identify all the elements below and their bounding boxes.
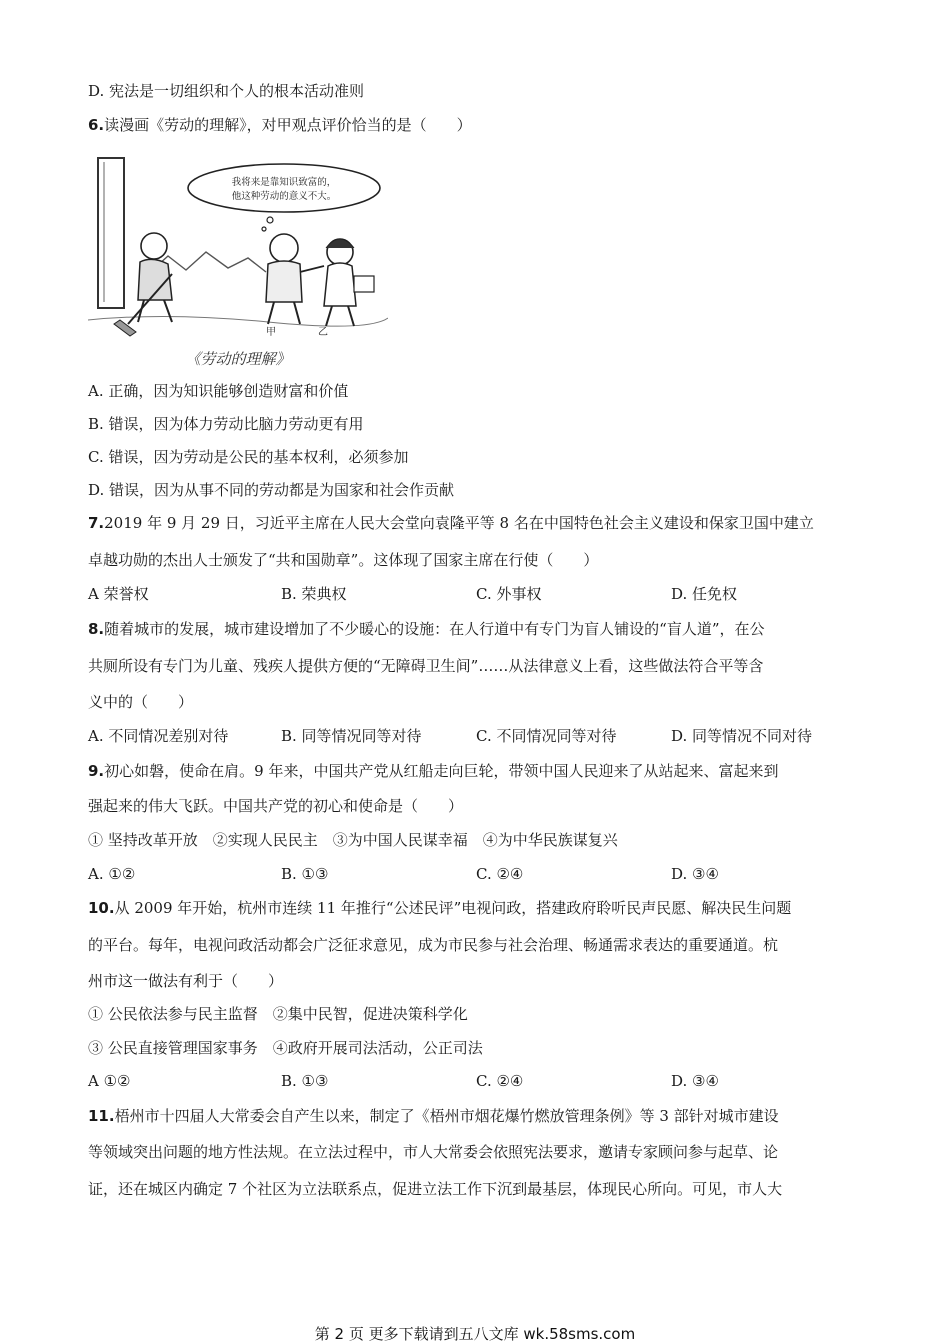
q7-option-b: B. 荣典权 bbox=[281, 585, 347, 603]
q6-option-c: C. 错误，因为劳动是公民的基本权利，必须参加 bbox=[88, 448, 409, 466]
q5-option-d: D. 宪法是一切组织和个人的根本活动准则 bbox=[88, 82, 365, 100]
q7-line1-text: 2019 年 9 月 29 日，习近平主席在人民大会堂向袁隆平等 8 名在中国特色社会主义建设和保家卫国中建立 bbox=[104, 514, 814, 532]
q6-option-b: B. 错误，因为体力劳动比脑力劳动更有用 bbox=[88, 415, 364, 433]
q7-stem-line1 bbox=[88, 513, 814, 533]
q7-number: 7. bbox=[88, 514, 105, 532]
cartoon-person-jia bbox=[266, 234, 324, 324]
q6-stem-text: 读漫画《劳动的理解》，对甲观点评价恰当的是（ ） bbox=[104, 116, 472, 134]
q8-option-c: C. 不同情况同等对待 bbox=[476, 727, 617, 745]
q7-option-c: C. 外事权 bbox=[476, 585, 542, 603]
q7-option-a: A 荣誉权 bbox=[88, 585, 149, 603]
q6-stem bbox=[88, 115, 472, 135]
q8-stem-line3: 义中的（ ） bbox=[88, 693, 194, 711]
q11-stem-line3: 证，还在城区内确定 7 个社区为立法联系点，促进立法工作下沉到最基层，体现民心所向。可见，市人大 bbox=[88, 1180, 783, 1198]
cartoon-labor-understanding bbox=[88, 152, 388, 374]
q9-stem-line2: 强起来的伟大飞跃。中国共产党的初心和使命是（ ） bbox=[88, 797, 464, 815]
cartoon-caption: 《劳动的理解》 bbox=[185, 350, 291, 368]
q11-line1-text: 梧州市十四届人大常委会自产生以来，制定了《梧州市烟花爆竹燃放管理条例》等 3 部针对城市建设 bbox=[114, 1107, 779, 1125]
q8-stem-line1 bbox=[88, 619, 764, 639]
q9-number: 9. bbox=[88, 762, 105, 780]
q10-stem-line2: 的平台。每年，电视问政活动都会广泛征求意见，成为市民参与社会治理、畅通需求表达的重要通道。杭 bbox=[88, 936, 779, 954]
cartoon-worker bbox=[114, 233, 172, 336]
q8-stem-line2: 共厕所设有专门为儿童、残疾人提供方便的“无障碍卫生间”……从法律意义上看，这些做法符合平等含 bbox=[88, 657, 764, 675]
q8-option-b: B. 同等情况同等对待 bbox=[281, 727, 422, 745]
q10-number: 10. bbox=[88, 899, 115, 917]
q8-number: 8. bbox=[88, 620, 105, 638]
q10-stem-line1 bbox=[88, 898, 791, 918]
q6-number: 6. bbox=[88, 116, 105, 134]
q10-choices-1: ① 公民依法参与民主监督 ②集中民智，促进决策科学化 bbox=[88, 1005, 468, 1023]
cartoon-speech-line2: 他这种劳动的意义不大。 bbox=[231, 191, 337, 202]
q10-option-b: B. ①③ bbox=[281, 1072, 329, 1090]
q9-options bbox=[88, 864, 868, 884]
cartoon-wall bbox=[98, 158, 124, 308]
q10-option-c: C. ②④ bbox=[476, 1072, 524, 1090]
q6-option-a: A. 正确，因为知识能够创造财富和价值 bbox=[88, 382, 349, 400]
q10-options bbox=[88, 1071, 868, 1091]
q9-line1-text: 初心如磐，使命在肩。9 年来，中国共产党从红船走向巨轮，带领中国人民迎来了从站起来、富起来到 bbox=[104, 762, 779, 780]
q11-stem-line2: 等领域突出问题的地方性法规。在立法过程中，市人大常委会依照宪法要求，邀请专家顾问参与起草、论 bbox=[88, 1143, 779, 1161]
q9-option-b: B. ①③ bbox=[281, 865, 329, 883]
q10-option-a: A ①② bbox=[88, 1072, 131, 1090]
cartoon-label-yi: 乙 bbox=[318, 327, 328, 338]
page-footer: 第 2 页 更多下载请到五八文库 wk.58sms.com bbox=[314, 1325, 636, 1343]
q7-option-d: D. 任免权 bbox=[671, 585, 738, 603]
q9-option-c: C. ②④ bbox=[476, 865, 524, 883]
q8-line1-text: 随着城市的发展，城市建设增加了不少暖心的设施：在人行道中有专门为盲人铺设的“盲人道”，在公 bbox=[104, 620, 765, 638]
q10-line1-text: 从 2009 年开始，杭州市连续 11 年推行“公述民评”电视问政，搭建政府聆听民声民愿、解决民生问题 bbox=[114, 899, 792, 917]
q10-option-d: D. ③④ bbox=[671, 1072, 719, 1090]
cartoon-label-jia: 甲 bbox=[266, 327, 276, 338]
q8-option-d: D. 同等情况不同对待 bbox=[671, 727, 813, 745]
q6-option-d: D. 错误，因为从事不同的劳动都是为国家和社会作贡献 bbox=[88, 481, 455, 499]
q9-stem-line1 bbox=[88, 761, 778, 781]
q7-options bbox=[88, 584, 868, 604]
q10-choices-2: ③ 公民直接管理国家事务 ④政府开展司法活动，公正司法 bbox=[88, 1039, 483, 1057]
q9-option-a: A. ①② bbox=[88, 865, 136, 883]
q9-choices: ① 坚持改革开放 ②实现人民民主 ③为中国人民谋幸福 ④为中华民族谋复兴 bbox=[88, 831, 618, 849]
q11-stem-line1 bbox=[88, 1106, 779, 1126]
cartoon-person-yi bbox=[324, 239, 374, 326]
q9-option-d: D. ③④ bbox=[671, 865, 719, 883]
q8-options bbox=[88, 726, 868, 746]
cartoon-speech-line1: 我将来是靠知识致富的， bbox=[231, 177, 337, 188]
q11-number: 11. bbox=[88, 1107, 115, 1125]
q10-stem-line3: 州市这一做法有利于（ ） bbox=[88, 972, 284, 990]
q8-option-a: A. 不同情况差别对待 bbox=[88, 727, 229, 745]
q7-stem-line2: 卓越功勋的杰出人士颁发了“共和国勋章”。这体现了国家主席在行使（ ） bbox=[88, 551, 599, 569]
cartoon-speech-bubble bbox=[188, 164, 380, 212]
